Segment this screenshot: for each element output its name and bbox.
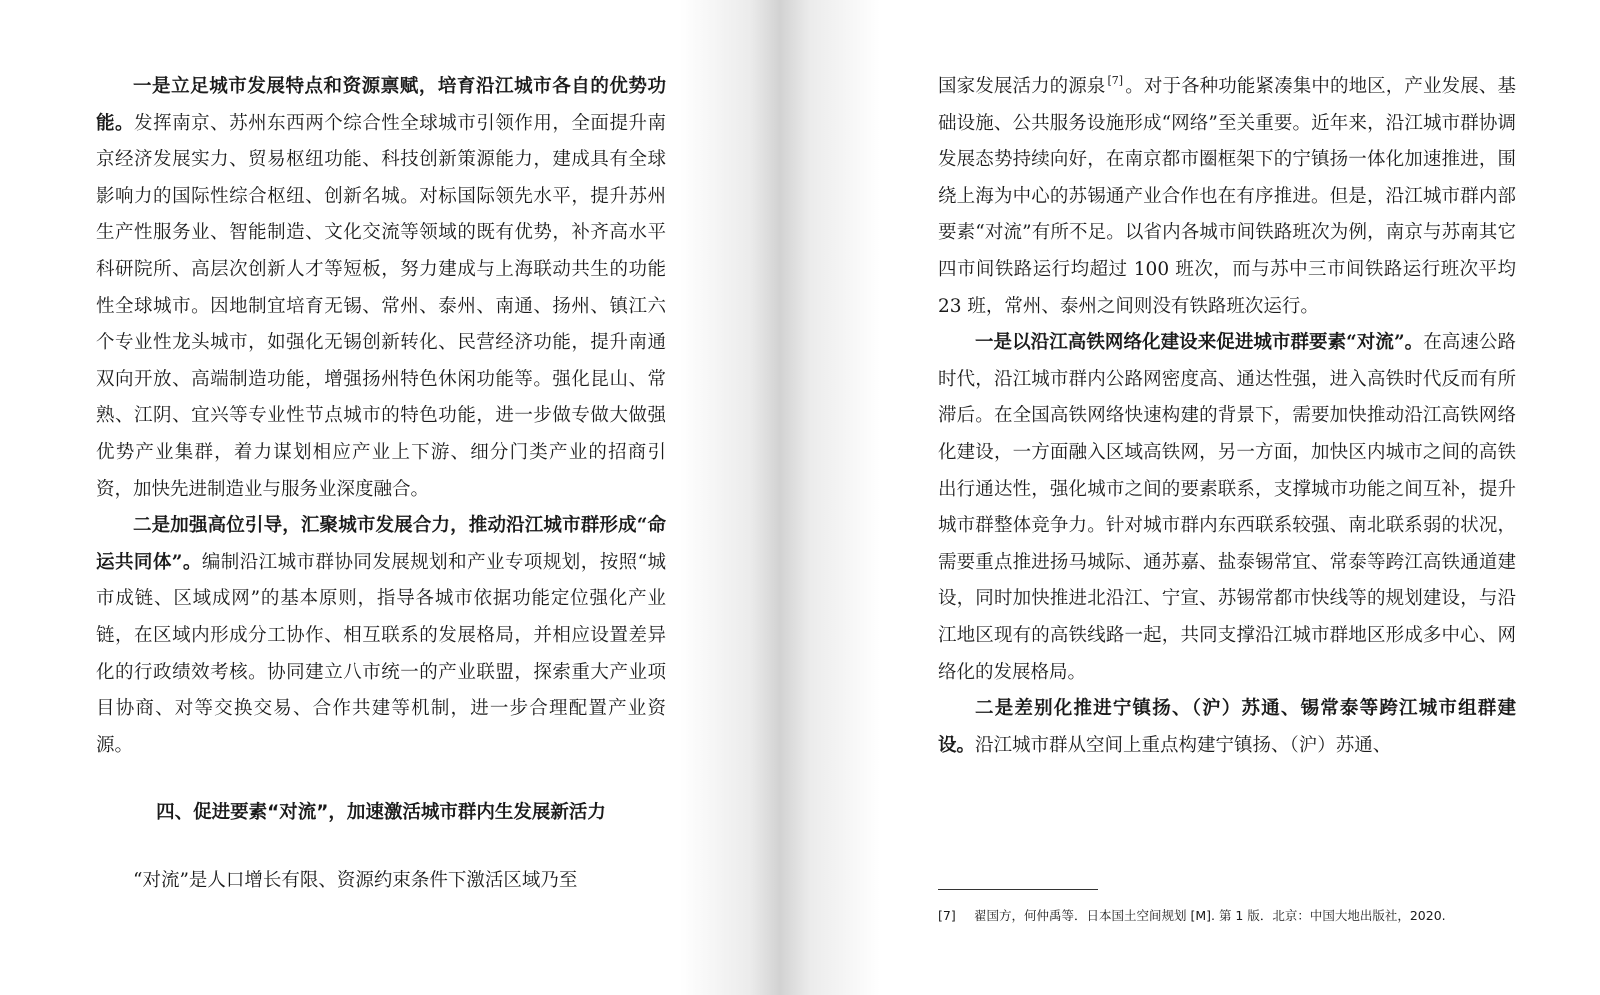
paragraph-text: 国家发展活力的源泉 [938, 76, 1106, 97]
footnote-text: 翟国方，何仲禹等．日本国土空间规划 [M]. 第 1 版．北京：中国大地出版社，2020. [974, 908, 1446, 923]
left-paragraph-1 [96, 69, 666, 508]
footnote-divider [938, 889, 1098, 890]
footnote-reference[interactable]: [7] [1107, 74, 1124, 88]
paragraph-text: 。对于各种功能紧凑集中的地区，产业发展、基础设施、公共服务设施形成“网络”至关重要。近年来，沿江城市群协调发展态势持续向好，在南京都市圈框架下的宁镇扬一体化加速推进，围绕上海为中心的苏锡通产业合作也在有序推进。但是，沿江城市群内部要素“对流”有所不足。以省内各城市间铁路班次为例，南京与苏南其它四市间铁路运行均超过 100 班次，而与苏中三市间铁路运行班次平均 23 班，常州、泰州之间则没有铁路班次运行。 [938, 76, 1516, 317]
paragraph-lead: 一是以沿江高铁网络化建设来促进城市群要素“对流”。 [975, 332, 1424, 354]
right-text-column [938, 69, 1516, 764]
right-paragraph-1 [938, 69, 1516, 325]
section-heading: 四、促进要素“对流”，加速激活城市群内生发展新活力 [156, 802, 606, 824]
paragraph-body: 在高速公路时代，沿江城市群内公路网密度高、通达性强，进入高铁时代反而有所滞后。在全国高铁网络快速构建的背景下，需要加快推动沿江高铁网络化建设，一方面融入区域高铁网，另一方面，加快区内城市之间的高铁出行通达性，强化城市之间的要素联系，支撑城市功能之间互补，提升城市群整体竞争力。针对城市群内东西联系较强、南北联系弱的状况，需要重点推进扬马城际、通苏嘉、盐泰锡常宜、常泰等跨江高铁通道建设，同时加快推进北沿江、宁宣、苏锡常都市快线等的规划建设，与沿江地区现有的高铁线路一起，共同支撑沿江城市群地区形成多中心、网络化的发展格局。 [938, 332, 1516, 683]
left-page [0, 0, 760, 995]
left-paragraph-2 [96, 508, 666, 764]
paragraph-body: 发挥南京、苏州东西两个综合性全球城市引领作用，全面提升南京经济发展实力、贸易枢纽功能、科技创新策源能力，建成具有全球影响力的国际性综合枢纽、创新名城。对标国际领先水平，提升苏州生产性服务业、智能制造、文化交流等领域的既有优势，补齐高水平科研院所、高层次创新人才等短板，努力建成与上海联动共生的功能性全球城市。因地制宜培育无锡、常州、泰州、南通、扬州、镇江六个专业性龙头城市，如强化无锡创新转化、民营经济功能，提升南通双向开放、高端制造功能，增强扬州特色休闲功能等。强化昆山、常熟、江阴、宜兴等专业性节点城市的特色功能，进一步做专做大做强优势产业集群，着力谋划相应产业上下游、细分门类产业的招商引资，加快先进制造业与服务业深度融合。 [96, 112, 666, 500]
paragraph-lead: 二是加强高位引导，汇聚城市发展合力，推动沿江城市群形成“命运共同体”。 [96, 515, 666, 573]
footnote [938, 904, 1538, 928]
right-paragraph-3 [938, 691, 1516, 764]
paragraph-lead: 二是差别化推进宁镇扬、（沪）苏通、锡常泰等跨江城市组群建设。 [938, 698, 1516, 756]
paragraph-lead: 一是立足城市发展特点和资源禀赋，培育沿江城市各自的优势功能。 [96, 76, 666, 134]
paragraph-body: 沿江城市群从空间上重点构建宁镇扬、（沪）苏通、 [975, 734, 1392, 756]
right-page [808, 0, 1600, 995]
footnote-mark: [7] [938, 908, 956, 923]
paragraph-body: 编制沿江城市群协同发展规划和产业专项规划，按照“城市成链、区域成网”的基本原则，指导各城市依据功能定位强化产业链，在区域内形成分工协作、相互联系的发展格局，并相应设置差异化的行政绩效考核。协同建立八市统一的产业联盟，探索重大产业项目协商、对等交换交易、合作共建等机制，进一步合理配置产业资源。 [96, 551, 666, 756]
right-paragraph-2 [938, 325, 1516, 691]
left-text-column [96, 69, 666, 899]
left-paragraph-3: “对流”是人口增长有限、资源约束条件下激活区域乃至 [133, 869, 578, 891]
